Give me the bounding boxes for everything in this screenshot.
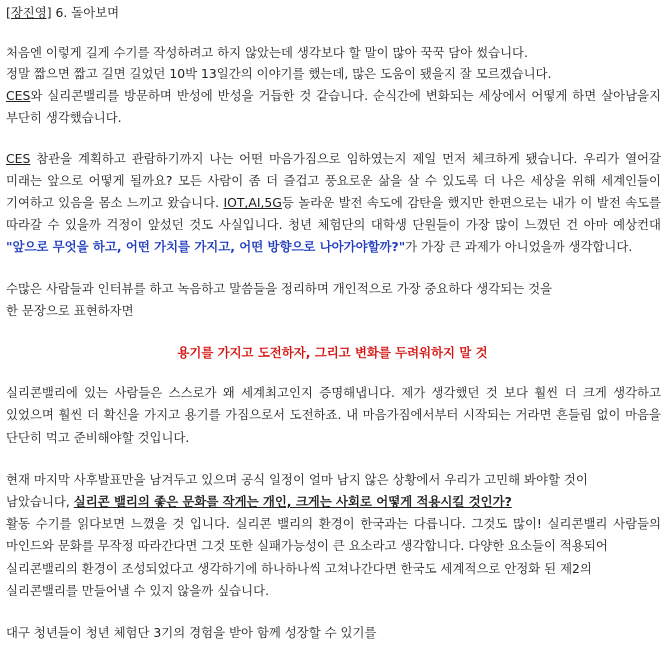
- paragraph-line: [6, 151, 661, 167]
- paragraph-text: 기여하고 있음을 몸소 느끼고 왔습니다.: [6, 195, 224, 210]
- key-question-underlined: 실리콘 밸리의 좋은 문화를 작게는 개인, 크게는 사회로 어떻게 적용시킬 것인가?: [73, 494, 512, 509]
- paragraph-line: 따라갈 수 있을까 걱정이 앞섰던 것도 사실입니다. 청년 체험단의 대학생 단원들이 가장 많이 느꼈던 건 아마 예상컨대: [6, 217, 661, 232]
- paragraph-line: 있었으며 훨씬 더 확신을 가지고 용기를 가짐으로서 도전하죠. 내 마음가짐에서부터 시작되는 거라면 흔들림 없이 마음을: [6, 407, 661, 422]
- author-tag: [장진영]: [6, 5, 52, 20]
- paragraph-line: 단단히 먹고 준비해야할 것입니다.: [6, 430, 190, 445]
- paragraph-line: 부단히 생각했습니다.: [6, 110, 122, 125]
- ces-term: CES: [6, 151, 31, 166]
- paragraph-text: 가 가장 큰 과제가 아니었을까 생각합니다.: [405, 239, 633, 254]
- paragraph-line: 한 문장으로 표현하자면: [6, 303, 134, 318]
- paragraph-line: 실리콘밸리에 있는 사람들은 스스로가 왜 세계최고인지 증명해냅니다. 제가 생각했던 것 보다 훨씬 더 크게 생각하고: [6, 385, 661, 400]
- paragraph-line: 정말 짧으면 짧고 길면 길었던 10박 13일간의 이야기를 했는데, 많은 도움이 됐을지 잘 모르겠습니다.: [6, 66, 552, 81]
- paragraph-line: [6, 239, 661, 255]
- tech-terms: IOT,AI,5G: [223, 195, 282, 210]
- paragraph-line: 수많은 사람들과 인터뷰를 하고 녹음하고 말씀들을 정리하며 개인적으로 가장 중요하다 생각되는 것을: [6, 281, 553, 296]
- section-heading: [6, 5, 661, 21]
- key-question: "앞으로 무엇을 하고, 어떤 가치를 가지고, 어떤 방향으로 나아가야할까?": [6, 239, 406, 254]
- paragraph-line: 미래는 앞으로 어떻게 될까요? 모든 사람이 좀 더 즐겁고 풍요로운 삶을 살 수 있도록 더 나은 세상을 위해 세계인들이: [6, 173, 661, 188]
- ces-term: CES: [6, 88, 31, 103]
- paragraph-text: 와 실리콘밸리를 방문하며 반성에 반성을 거듭한 것 같습니다. 순식간에 변화되는 세상에서 어떻게 하면 살아남을지: [30, 88, 661, 103]
- paragraph-line: [6, 195, 661, 211]
- paragraph-text: 남았습니다,: [6, 494, 74, 509]
- paragraph-line: 처음엔 이렇게 길게 수기를 작성하려고 하지 않았는데 생각보다 할 말이 많아 꾹꾹 담아 썼습니다.: [6, 45, 528, 60]
- paragraph-line: 활동 수기를 읽다보면 느꼈을 것 입니다. 실리콘 밸리의 환경이 한국과는 다릅니다. 그것도 많이! 실리콘밸리 사람들의: [6, 516, 661, 531]
- paragraph-line: 실리콘밸리의 환경이 조성되었다고 생각하기에 하나하나씩 고쳐나간다면 한국도 세계적으로 안정화 된 제2의: [6, 561, 592, 576]
- paragraph-text: 등 놀라운 발전 속도에 감탄을 했지만 한편으로는 내가 이 발전 속도를: [281, 195, 661, 210]
- paragraph-text: 참관을 계획하고 관람하기까지 나는 어떤 마음가짐으로 임하였는지 제일 먼저 체크하게 됐습니다. 우리가 열어갈: [30, 151, 661, 166]
- paragraph-line: [6, 494, 661, 510]
- highlight-quote: 용기를 가지고 도전하자, 그리고 변화를 두려워하지 말 것: [177, 345, 488, 360]
- paragraph-line: 대구 청년들이 청년 체험단 3기의 경험을 받아 함께 성장할 수 있기를: [6, 625, 377, 640]
- paragraph-line: [6, 88, 661, 104]
- paragraph-line: 현재 마지막 사후발표만을 남겨두고 있으며 공식 일정이 얼마 남지 않은 상황에서 우리가 고민해 봐야할 것이: [6, 472, 588, 487]
- paragraph-line: 실리콘밸리를 만들어낼 수 있지 않을까 싶습니다.: [6, 583, 270, 598]
- section-title: 6. 돌아보며: [51, 5, 120, 20]
- paragraph-line: 마인드와 문화를 무작정 따라간다면 그것 또한 실패가능성이 큰 요소라고 생각합니다. 다양한 요소들이 적용되어: [6, 538, 608, 553]
